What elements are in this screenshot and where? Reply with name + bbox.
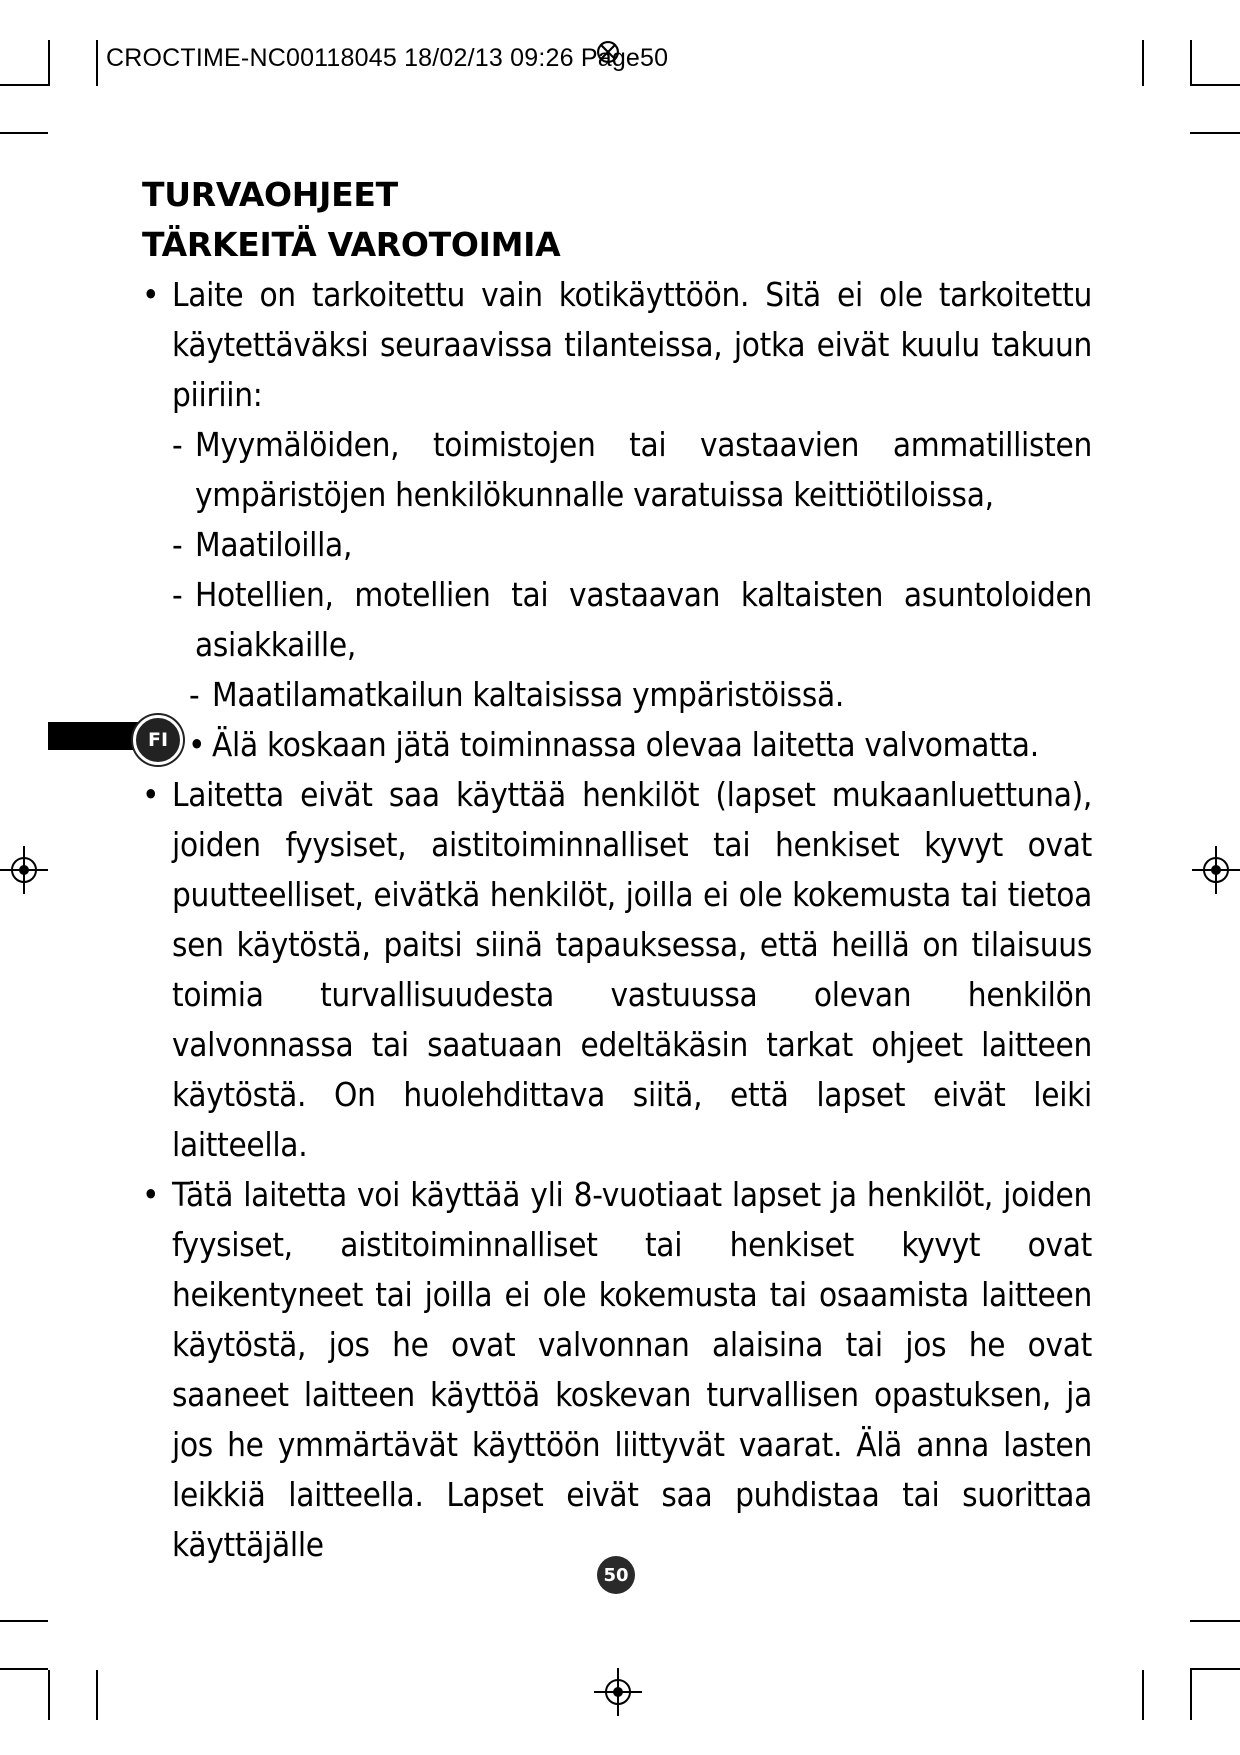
page-number: 50	[597, 1556, 635, 1594]
list-item	[142, 770, 1092, 1170]
language-badge: FI	[133, 715, 183, 765]
crop-mark	[0, 1620, 48, 1622]
crop-mark	[1190, 132, 1240, 134]
sub-list-item	[142, 670, 1092, 720]
bullet-text: Laitetta eivät saa käyttää henkilöt (lapset mukaanluettuna), joiden fyysiset, aistitoiminnalliset tai henkiset kyvyt ovat puutteelliset, eivätkä henkilöt, joilla ei ole kokemusta tai tietoa sen käytöstä, paitsi siinä tapauksessa, että heillä on tilaisuus toimia turvallisuudesta vastuussa olevan henkilön valvonnassa tai saatuaan edeltäkäsin tarkat ohjeet laitteen käytöstä. On huolehdittava siitä, että lapset eivät leiki laitteella.	[172, 775, 1092, 1164]
registration-mark-icon	[1192, 846, 1240, 894]
document-body	[142, 170, 1092, 1570]
crop-mark	[96, 1670, 98, 1720]
crop-mark	[0, 84, 48, 86]
crop-mark	[1190, 1620, 1240, 1622]
sub-list-item	[142, 570, 1092, 670]
crop-mark	[1142, 40, 1144, 86]
sub-item-text: Maatilamatkailun kaltaisissa ympäristöissä.	[212, 675, 845, 714]
crop-mark	[96, 40, 98, 86]
crop-mark	[1190, 84, 1240, 86]
bullet-icon: •	[142, 275, 160, 314]
crop-mark	[48, 1670, 50, 1720]
list-item	[142, 720, 1092, 770]
registration-mark-icon	[594, 1668, 642, 1716]
bullet-text: Laite on tarkoitettu vain kotikäyttöön. Sitä ei ole tarkoitettu käytettäväksi seuraavissa tilanteissa, jotka eivät kuulu takuun piiriin:	[172, 275, 1092, 414]
crop-mark	[0, 1668, 48, 1670]
list-item	[142, 1170, 1092, 1570]
bullet-icon: •	[142, 1175, 160, 1214]
crop-mark	[1142, 1670, 1144, 1720]
sub-item-text: Maatiloilla,	[195, 525, 353, 564]
crop-mark	[1190, 1668, 1240, 1670]
dash-marker: -	[189, 675, 200, 714]
crop-mark	[0, 132, 48, 134]
bullet-text: Tätä laitetta voi käyttää yli 8-vuotiaat lapset ja henkilöt, joiden fyysiset, aistitoiminnalliset tai henkiset kyvyt ovat heikentyneet tai joilla ei ole kokemusta tai osaamista laitteen käytöstä, jos he ovat valvonnan alaisina tai jos he ovat saaneet laitteen käyttöä koskevan turvallisen opastuksen, ja jos he ymmärtävät käyttöön liittyvät vaarat. Älä anna lasten leikkiä laitteella. Lapset eivät saa puhdistaa tai suorittaa käyttäjälle	[172, 1175, 1092, 1564]
crop-mark	[1190, 1670, 1192, 1720]
bullet-text: Älä koskaan jätä toiminnassa olevaa laitetta valvomatta.	[212, 725, 1039, 764]
sub-item-text: Hotellien, motellien tai vastaavan kaltaisten asuntoloiden asiakkaille,	[195, 575, 1092, 664]
sub-list-item	[142, 520, 1092, 570]
dash-marker: -	[172, 425, 183, 464]
bullet-icon: •	[142, 775, 160, 814]
page-subtitle: TÄRKEITÄ VAROTOIMIA	[142, 225, 561, 264]
crop-mark	[1190, 40, 1192, 86]
crop-mark	[48, 40, 50, 86]
bullet-icon: •	[188, 725, 206, 764]
dash-marker: -	[172, 575, 183, 614]
page-title: TURVAOHJEET	[142, 175, 398, 214]
dash-marker: -	[172, 525, 183, 564]
print-slug: CROCTIME-NC00118045 18/02/13 09:26 Page50	[106, 44, 669, 72]
list-item	[142, 270, 1092, 420]
registration-mark-icon	[0, 846, 48, 894]
sub-item-text: Myymälöiden, toimistojen tai vastaavien ammatillisten ympäristöjen henkilökunnalle varatuissa keittiötiloissa,	[195, 425, 1092, 514]
sub-list-item	[142, 420, 1092, 520]
